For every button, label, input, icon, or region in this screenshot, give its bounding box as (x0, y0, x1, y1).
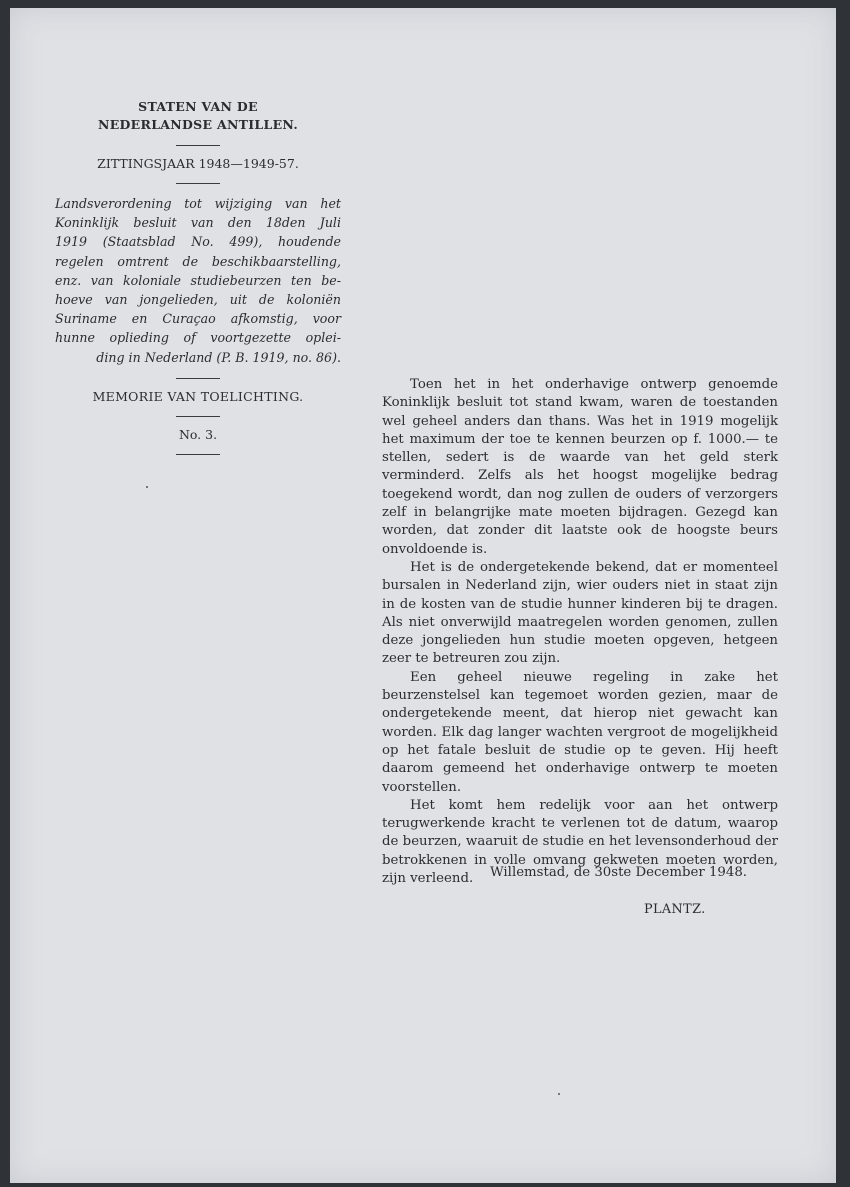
title-line: Landsverordening tot wijziging van het (55, 196, 341, 211)
ordinance-title (55, 194, 341, 367)
title-line: hunne oplieding of voortgezette oplei- (55, 330, 341, 346)
memorie-heading: MEMORIE VAN TOELICHTING. (92, 388, 304, 404)
body-paragraph: Het komt hem redelijk voor aan het ontwerp terugwerkende kracht te verlenen tot de datum, waarop de beurzen, waaruit de studie en het levensonderhoud der betrokkenen in volle omvang gekweten moeten worden, zijn verleend. (382, 797, 778, 887)
body-paragraph: Een geheel nieuwe regeling in zake het beurzenstelsel kan tegemoet worden gezien, maar de ondergetekende meent, dat hierop niet gewacht kan worden. Elk dag langer wachten vergroot de mogelijkheid op het fatale besluit de studie op te geven. Hij heeft daarom gemeend het onderhavige ontwerp te moeten voorstellen. (382, 669, 778, 795)
title-line: hoeve van jongelieden, uit de koloniën (55, 292, 341, 308)
paper-speck (558, 1093, 560, 1095)
session-year: ZITTINGSJAAR 1948—1949-57. (97, 156, 299, 171)
body-paragraph: Het is de ondergetekende bekend, dat er momenteel bursalen in Nederland zijn, wier ouders niet in staat zijn in de kosten van de studie hunner kinderen bij te dragen. Als niet onverwijld maatregelen worden genomen, zullen deze jongelieden hun studie moeten opgeven, hetgeen zeer te betreuren zou zijn. (382, 559, 778, 667)
signature-name: PLANTZ. (644, 902, 706, 917)
document-number: No. 3. (178, 426, 218, 442)
divider-rule (176, 378, 220, 379)
body-paragraph: Toen het in het onderhavige ontwerp genoemde Koninklijk besluit tot stand kwam, waren de toestanden wel geheel anders dan thans. Was het in 1919 mogelijk het maximum der toe te kennen beurzen op f. 1000.— te stellen, sedert is de waarde van het geld sterk verminderd. Zelfs als het hoogst mogelijke bedrag toegekend wordt, dan nog zullen de ouders of verzorgers zelf in belangrijke mate moeten bijdragen. Gezegd kan worden, dat zonder dit laatste ook de hoogste beurs onvoldoende is. (382, 377, 778, 557)
title-line: 1919 (Staatsblad No. 499), houdende (55, 234, 341, 250)
title-line: Suriname en Curaçao afkomstig, voor (55, 311, 341, 327)
place-and-date: Willemstad, de 30ste December 1948. (490, 865, 748, 880)
paper-speck (146, 486, 148, 488)
title-line: regelen omtrent de beschikbaarstelling, (55, 253, 341, 269)
header-line-2: NEDERLANDSE ANTILLEN. (97, 117, 299, 132)
body-text (382, 376, 778, 888)
divider-rule (176, 454, 220, 455)
header-title (55, 98, 341, 134)
document-page (10, 8, 836, 1183)
title-line: enz. van koloniale studiebeurzen ten be- (55, 272, 341, 288)
left-column (55, 98, 341, 465)
header-line-1: STATEN VAN DE (138, 99, 258, 114)
divider-rule (176, 416, 220, 417)
title-line: Koninklijk besluit van den 18den Juli (55, 215, 341, 231)
divider-rule (176, 183, 220, 184)
divider-rule (176, 145, 220, 146)
title-line: ding in Nederland (P. B. 1919, no. 86). (96, 349, 341, 365)
